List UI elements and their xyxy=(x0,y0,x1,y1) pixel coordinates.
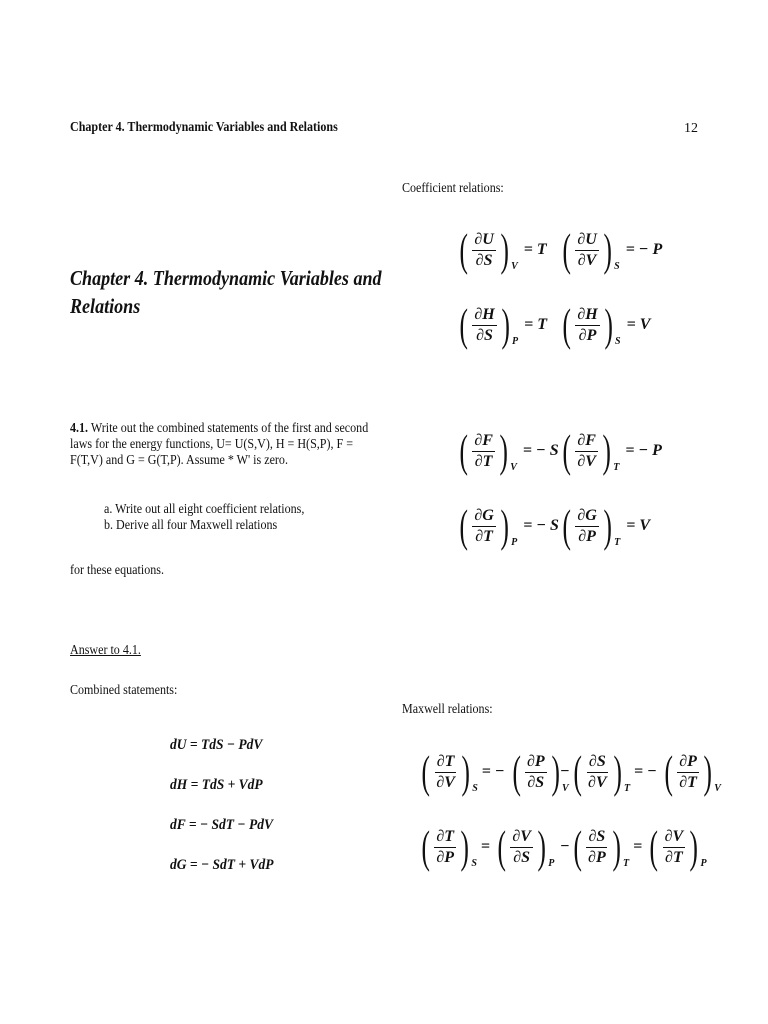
fraction-denominator: ∂P xyxy=(578,327,597,344)
combined-eq-dH: dH = TdS + VdP xyxy=(170,777,263,793)
maxwell-relations-label: Maxwell relations: xyxy=(402,702,493,717)
fraction-numerator: ∂U xyxy=(472,231,495,251)
fraction-denominator: ∂P xyxy=(436,849,455,866)
fraction-numerator: ∂S xyxy=(587,753,608,773)
equation-right-side: = − xyxy=(634,763,657,780)
problem-line-2: laws for the energy functions, U= U(S,V), H = H(S,P), F = xyxy=(70,437,353,452)
coeff-eq-2: ( $\frac{\partial U}{\partial V}$ ) S = − P xyxy=(562,224,663,275)
running-header: Chapter 4. Thermodynamic Variables and Relations xyxy=(70,120,338,135)
fraction-denominator: ∂S xyxy=(527,774,545,791)
fraction-denominator: ∂T xyxy=(665,849,683,866)
fraction-denominator: ∂S xyxy=(475,252,493,269)
fraction-numerator: ∂H xyxy=(575,306,599,326)
fraction-denominator: ∂V xyxy=(588,774,607,791)
fraction-denominator: ∂V xyxy=(577,453,596,470)
held-constant-subscript: V xyxy=(714,783,721,794)
chapter-title xyxy=(70,264,382,320)
problem-number: 4.1. xyxy=(70,421,89,436)
held-constant-subscript: P xyxy=(512,336,519,347)
fraction-denominator: ∂V xyxy=(577,252,597,269)
held-constant-subscript: T xyxy=(623,783,631,794)
equation-right-side: = xyxy=(480,838,491,855)
held-constant-subscript: V xyxy=(510,462,517,473)
coeff-eq-3: ( $\frac{\partial H}{\partial S}$ ) P = T xyxy=(459,299,548,350)
equation-right-side: = − P xyxy=(625,241,663,258)
maxwell-eq-1: ( $\frac{\partial T}{\partial V}$ ) S = − ( $\frac{\partial P}{\partial S}$ ) V xyxy=(421,746,569,797)
fraction-denominator: ∂T xyxy=(474,453,493,470)
coeff-eq-5: ( $\frac{\partial F}{\partial T}$ ) V = − S xyxy=(459,425,559,476)
fraction-numerator: ∂P xyxy=(525,753,547,773)
fraction-denominator: ∂S xyxy=(476,327,493,344)
fraction-numerator: ∂F xyxy=(575,432,598,452)
problem-statement xyxy=(70,421,368,469)
combined-statements-label: Combined statements: xyxy=(70,683,178,698)
coefficient-relations-label: Coefficient relations: xyxy=(402,181,504,196)
combined-equations xyxy=(170,737,285,897)
fraction-denominator: ∂V xyxy=(436,774,455,791)
maxwell-eq-3: ( $\frac{\partial T}{\partial P}$ ) S = ( $\frac{\partial V}{\partial S}$ ) P xyxy=(421,821,555,872)
fraction-numerator: ∂G xyxy=(472,507,495,527)
held-constant-subscript: V xyxy=(561,783,569,794)
maxwell-eq-4: − ( $\frac{\partial S}{\partial P}$ ) T = ( $\frac{\partial V}{\partial T}$ ) P xyxy=(560,821,707,872)
held-constant-subscript: V xyxy=(511,261,518,272)
page-number: 12 xyxy=(684,121,698,136)
fraction-denominator: ∂P xyxy=(578,528,596,545)
fraction-numerator: ∂S xyxy=(586,828,607,848)
combined-eq-dU: dU = TdS − PdV xyxy=(170,737,263,753)
answer-label: Answer to 4.1. xyxy=(70,643,141,658)
fraction-denominator: ∂S xyxy=(513,849,531,866)
fraction-denominator: ∂T xyxy=(679,774,697,791)
problem-line-1: Write out the combined statements of the first and second xyxy=(88,421,369,436)
held-constant-subscript: S xyxy=(615,336,621,347)
fraction-numerator: ∂P xyxy=(677,753,699,773)
fraction-numerator: ∂G xyxy=(575,507,598,527)
chapter-title-line-1: Chapter 4. Thermodynamic Variables and xyxy=(70,266,382,290)
coeff-eq-7: ( $\frac{\partial G}{\partial T}$ ) P = − S xyxy=(459,500,559,551)
equation-right-side: = − xyxy=(481,763,505,780)
fraction-denominator: ∂P xyxy=(588,849,606,866)
fraction-denominator: ∂T xyxy=(475,528,493,545)
problem-line-3: F(T,V) and G = G(T,P). Assume * W' is zero. xyxy=(70,453,288,468)
equation-right-side: = T xyxy=(523,241,547,258)
problem-item-b: b. Derive all four Maxwell relations xyxy=(104,518,278,533)
held-constant-subscript: T xyxy=(623,858,630,869)
coeff-eq-8: ( $\frac{\partial G}{\partial P}$ ) T = V xyxy=(562,500,651,551)
held-constant-subscript: T xyxy=(614,537,621,548)
fraction-numerator: ∂T xyxy=(435,753,457,773)
equation-right-side: = T xyxy=(524,316,548,333)
held-constant-subscript: S xyxy=(472,783,478,794)
fraction-numerator: ∂V xyxy=(663,828,686,848)
fraction-numerator: ∂H xyxy=(472,306,496,326)
coeff-eq-6: ( $\frac{\partial F}{\partial V}$ ) T = − P xyxy=(562,425,662,476)
held-constant-subscript: P xyxy=(548,858,555,869)
equation-right-side: = − S xyxy=(523,517,559,534)
problem-item-a: a. Write out all eight coefficient relations, xyxy=(104,502,305,517)
equation-right-side: = V xyxy=(626,316,651,333)
fraction-numerator: ∂V xyxy=(510,828,533,848)
equation-right-side: = − P xyxy=(625,442,662,459)
fraction-numerator: ∂F xyxy=(472,432,495,452)
maxwell-eq-2: − ( $\frac{\partial S}{\partial V}$ ) T = − ( $\frac{\partial P}{\partial T}$ ) V xyxy=(560,746,721,797)
equation-right-side: = − S xyxy=(522,442,559,459)
coeff-eq-1: ( $\frac{\partial U}{\partial S}$ ) V = T xyxy=(459,224,547,275)
fraction-numerator: ∂U xyxy=(575,231,598,251)
combined-eq-dF: dF = − SdT − PdV xyxy=(170,817,273,833)
held-constant-subscript: S xyxy=(471,858,477,869)
problem-items xyxy=(104,502,304,534)
held-constant-subscript: P xyxy=(700,858,707,869)
coeff-eq-4: ( $\frac{\partial H}{\partial P}$ ) S = V xyxy=(562,299,651,350)
held-constant-subscript: S xyxy=(614,261,620,272)
held-constant-subscript: T xyxy=(613,462,620,473)
equation-right-side: = V xyxy=(626,517,651,534)
equation-right-side: = xyxy=(633,838,643,855)
held-constant-subscript: P xyxy=(511,537,518,548)
fraction-numerator: ∂T xyxy=(434,828,456,848)
combined-eq-dG: dG = − SdT + VdP xyxy=(170,857,274,873)
chapter-title-line-2: Relations xyxy=(70,294,141,318)
for-these-equations: for these equations. xyxy=(70,563,164,578)
